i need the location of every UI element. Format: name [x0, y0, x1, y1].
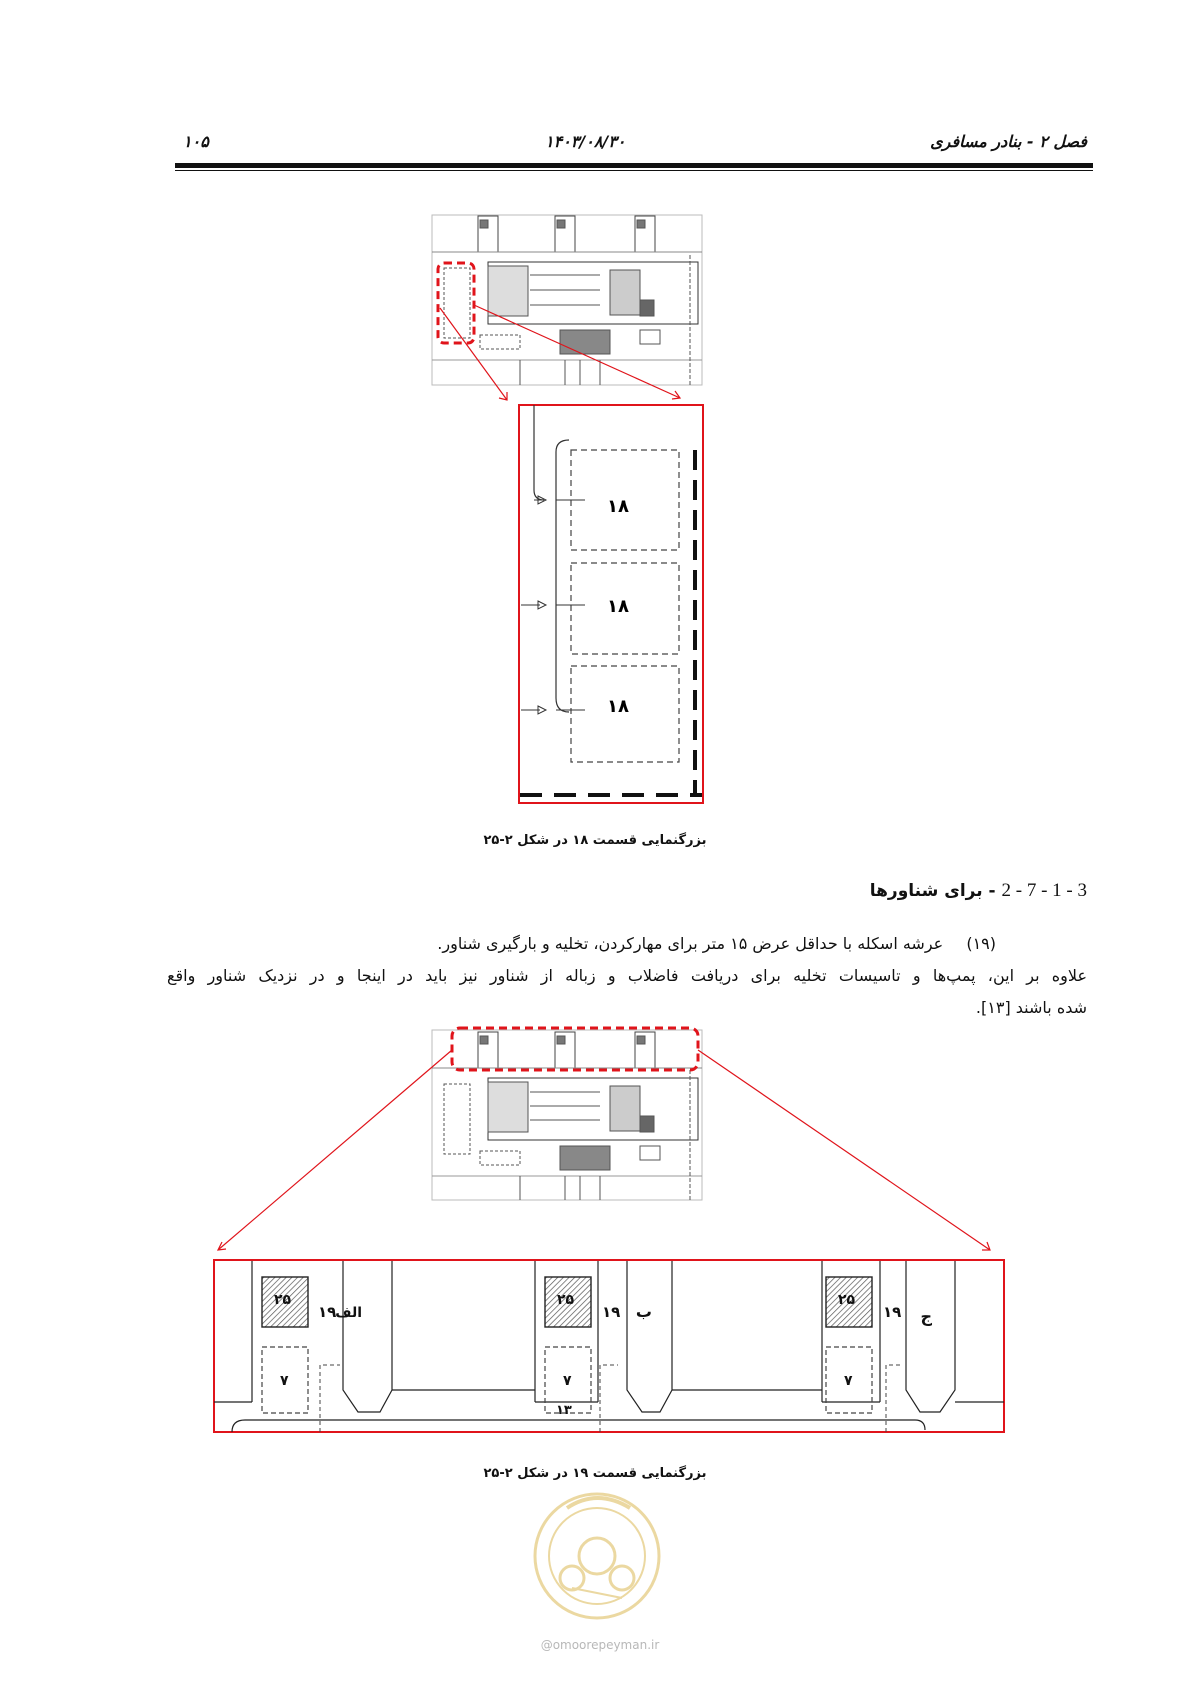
- box7-label-a: ۷: [280, 1373, 289, 1389]
- figure-zone18: [0, 0, 1191, 820]
- hatched-label-c: ۲۵: [838, 1292, 856, 1308]
- pier-label-a: الف: [335, 1305, 362, 1321]
- paragraph-line-1: علاوه بر این، پمپ‌ها و تاسیسات تخلیه برای دریافت فاضلاب و زباله از شناور نیز باید در اینجا و در نزدیک شناور واقع: [167, 966, 1087, 985]
- figure1-caption: بزرگنمایی قسمت ۱۸ در شکل ۲-۲۵: [483, 833, 707, 848]
- road-label: ۱۳: [556, 1403, 572, 1418]
- site-plan-thumbnail-2: [432, 1030, 702, 1200]
- page-date: ۱۴۰۳/۰۸/۳۰: [545, 132, 626, 151]
- watermark-url: @omoorepeyman.ir: [540, 1638, 660, 1652]
- page-number: ۱۰۵: [183, 132, 209, 151]
- watermark-seal-icon: [512, 1478, 682, 1628]
- hatched-label-b: ۲۵: [557, 1292, 575, 1308]
- paragraph-line-2: شده باشند [۱۳].: [975, 998, 1087, 1017]
- body-paragraph: [167, 962, 1087, 1022]
- berth-label-c: ۱۹: [883, 1303, 902, 1321]
- item-text: عرشه اسکله با حداقل عرض ۱۵ متر برای مهارکردن، تخلیه و بارگیری شناور.: [437, 934, 944, 953]
- site-plan-thumbnail-1: [432, 215, 702, 385]
- box7-label-c: ۷: [844, 1373, 853, 1389]
- berth-label-a: ۱۹: [318, 1303, 337, 1321]
- figure-zone19: [0, 1020, 1191, 1460]
- section-heading-title: - برای شناورها: [869, 881, 996, 901]
- pier-label-b: ب: [635, 1302, 652, 1321]
- list-item-19: [437, 930, 996, 958]
- figure2-caption: بزرگنمایی قسمت ۱۹ در شکل ۲-۲۵: [483, 1466, 707, 1481]
- box7-label-b: ۷: [563, 1373, 572, 1389]
- section-heading-number: 2 - 7 - 1 - 3: [1001, 880, 1087, 901]
- zone18-label-1: ۱۸: [607, 496, 629, 517]
- pier-label-c: ج: [920, 1307, 932, 1326]
- item-marker: (۱۹): [966, 934, 996, 953]
- zone18-label-2: ۱۸: [607, 596, 629, 617]
- hatched-label-a: ۲۵: [274, 1292, 292, 1308]
- zoom-frame-zone19: [214, 1260, 1004, 1432]
- berth-label-b: ۱۹: [602, 1303, 621, 1321]
- chapter-title: فصل ۲ - بنادر مسافری: [930, 132, 1087, 151]
- section-heading: [870, 880, 1087, 902]
- zone18-label-3: ۱۸: [607, 696, 629, 717]
